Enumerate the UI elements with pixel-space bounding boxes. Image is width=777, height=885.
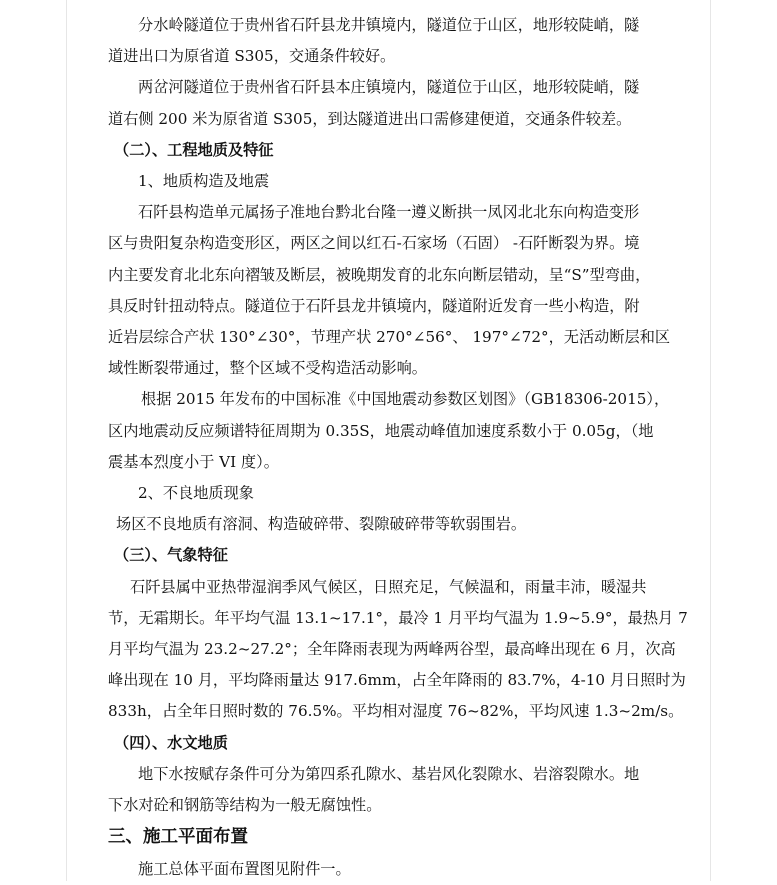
body-paragraph	[108, 72, 680, 134]
text-line: 道进出口为原省道 S305，交通条件较好。	[108, 47, 396, 66]
text-line: 833h，占全年日照时数的 76.5%。平均相对湿度 76~82%，平均风速 1.3~2m/s。	[108, 702, 684, 721]
text-line: 内主要发育北北东向褶皱及断层，被晚期发育的北东向断层错动，呈“S”型弯曲，	[108, 265, 651, 284]
text-line: 震基本烈度小于 VI 度）。	[108, 452, 279, 471]
text-line: 1、地质构造及地震	[138, 172, 270, 191]
section-heading	[108, 821, 680, 854]
text-line: 石阡县构造单元属扬子准地台黔北台隆一遵义断拱一凤冈北北东向构造变形	[138, 203, 640, 222]
page-margin-line-left	[66, 0, 67, 881]
body-paragraph	[108, 166, 680, 197]
text-line: 两岔河隧道位于贵州省石阡县本庄镇境内，隧道位于山区，地形较陡峭，隧	[138, 78, 640, 97]
body-paragraph	[108, 509, 680, 540]
subsection-heading	[108, 540, 680, 571]
body-paragraph	[108, 572, 688, 728]
text-line: 石阡县属中亚热带湿润季风气候区，日照充足，气候温和，雨量丰沛，暖湿共	[130, 577, 647, 596]
text-line: 道右侧 200 米为原省道 S305，到达隧道进出口需修建便道，交通条件较差。	[108, 109, 632, 128]
body-paragraph	[108, 759, 680, 821]
text-line: 根据 2015 年发布的中国标准《中国地震动参数区划图》（GB18306-2015），	[141, 390, 670, 409]
body-paragraph	[108, 10, 680, 72]
text-line: 节，无霜期长。年平均气温 13.1~17.1°，最冷 1 月平均气温为 1.9~5.9°，最热月 7	[108, 608, 688, 627]
text-line: （三）、气象特征	[114, 546, 228, 565]
body-paragraph	[108, 854, 680, 885]
text-line: 区内地震动反应频谱特征周期为 0.35S，地震动峰值加速度系数小于 0.05g，（地	[108, 421, 654, 440]
document-page	[108, 10, 688, 885]
subsection-heading	[108, 728, 680, 759]
text-line: 域性断裂带通过，整个区域不受构造活动影响。	[108, 359, 427, 378]
subsection-heading	[108, 135, 680, 166]
text-line: 具反时针扭动特点。隧道位于石阡县龙井镇境内，隧道附近发育一些小构造，附	[108, 296, 640, 315]
text-line: 地下水按赋存条件可分为第四系孔隙水、基岩风化裂隙水、岩溶裂隙水。地	[138, 764, 640, 783]
text-line: 下水对砼和钢筋等结构为一般无腐蚀性。	[108, 796, 382, 815]
body-paragraph	[108, 478, 680, 509]
text-line: 分水岭隧道位于贵州省石阡县龙井镇境内，隧道位于山区，地形较陡峭，隧	[138, 16, 640, 34]
page-margin-line-right	[710, 0, 711, 881]
text-line: 场区不良地质有溶洞、构造破碎带、裂隙破碎带等软弱围岩。	[116, 515, 527, 534]
text-line: 三、施工平面布置	[108, 827, 248, 848]
text-line: （四）、水文地质	[114, 733, 228, 752]
text-line: 区与贵阳复杂构造变形区，两区之间以红石-石家场（石固） -石阡断裂为界。境	[108, 234, 640, 253]
text-line: （二）、工程地质及特征	[114, 140, 274, 159]
text-line: 近岩层综合产状 130°∠30°，节理产状 270°∠56°、 197°∠72°，无活动断层和区	[108, 328, 671, 347]
text-line: 月平均气温为 23.2~27.2°；全年降雨表现为两峰两谷型，最高峰出现在 6 月，次高	[108, 640, 676, 659]
text-line: 峰出现在 10 月，平均降雨量达 917.6mm，占全年降雨的 83.7%，4-10 月日照时为	[108, 671, 686, 690]
body-paragraph	[108, 384, 680, 478]
text-line: 施工总体平面布置图见附件一。	[138, 860, 351, 879]
text-line: 2、不良地质现象	[138, 484, 254, 503]
body-paragraph	[108, 197, 680, 384]
